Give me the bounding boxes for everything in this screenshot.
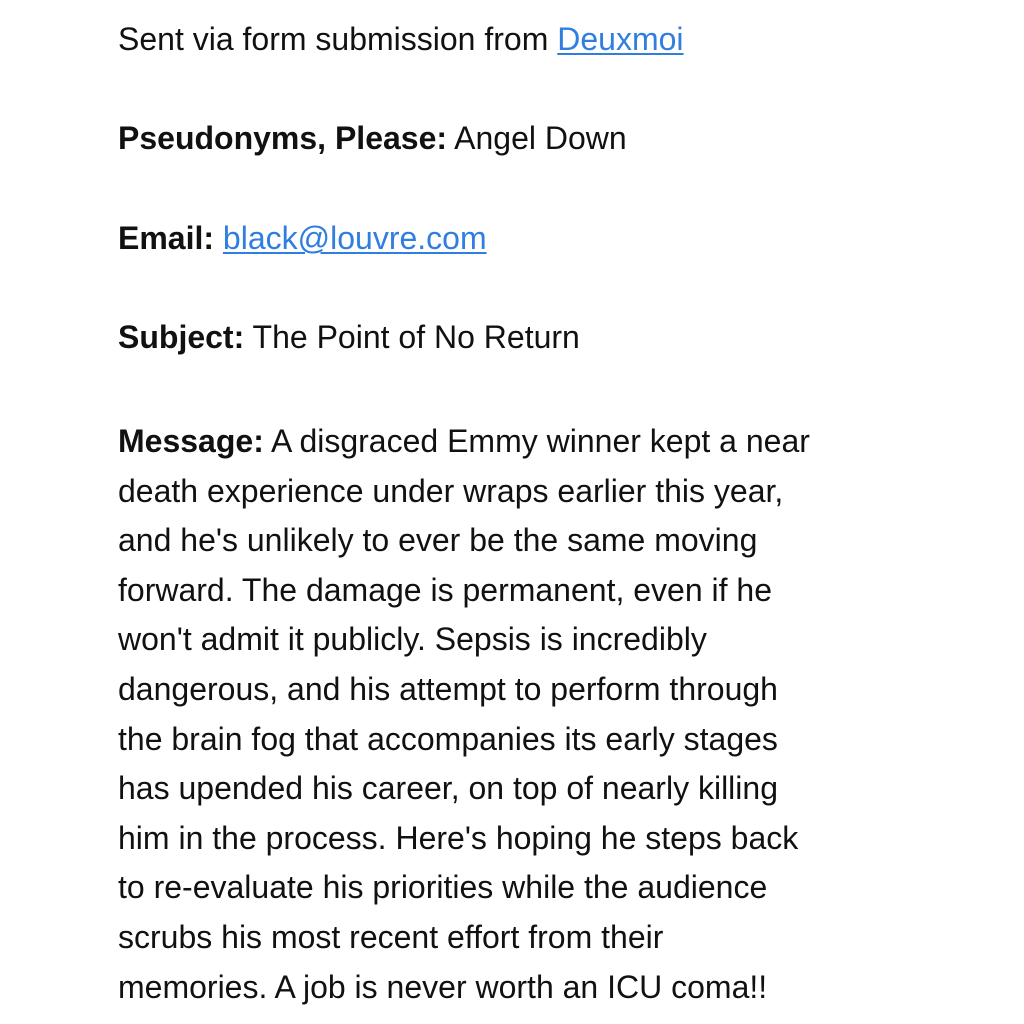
message-text-line: to re-evaluate his priorities while the audience [118,869,768,906]
email-field [118,218,487,258]
subject-field [118,317,580,357]
message-text-line: memories. A job is never worth an ICU coma!! [118,968,768,1005]
message-label: Message: [118,423,264,459]
subject-value: The Point of No Return [252,319,580,355]
deuxmoi-link[interactable]: Deuxmoi [557,21,684,57]
subject-label: Subject: [118,319,245,355]
message-text-line: the brain fog that accompanies its early stages [118,720,778,757]
message-text-line: A disgraced Emmy winner kept a near [270,423,810,459]
message-text-line: death experience under wraps earlier this year, [118,472,784,509]
pseudonyms-value: Angel Down [454,120,627,156]
email-link[interactable]: black@louvre.com [222,220,487,256]
message-text-line: has upended his career, on top of nearly killing [118,770,778,807]
message-text-line: dangerous, and his attempt to perform through [118,670,778,707]
message-line [118,417,918,467]
message-field [118,417,918,1012]
intro-line [118,19,684,59]
pseudonyms-field [118,118,627,158]
message-text-line: scrubs his most recent effort from their [118,918,664,955]
pseudonyms-label: Pseudonyms, Please: [118,120,448,156]
intro-text: Sent via form submission from [118,21,558,57]
message-text-line: won't admit it publicly. Sepsis is incredibly [118,621,707,658]
message-text-line: and he's unlikely to ever be the same moving [118,522,758,559]
message-text-line: forward. The damage is permanent, even if he [118,571,772,608]
email-label: Email: [118,220,215,256]
message-text-line: him in the process. Here's hoping he steps back [118,819,799,856]
